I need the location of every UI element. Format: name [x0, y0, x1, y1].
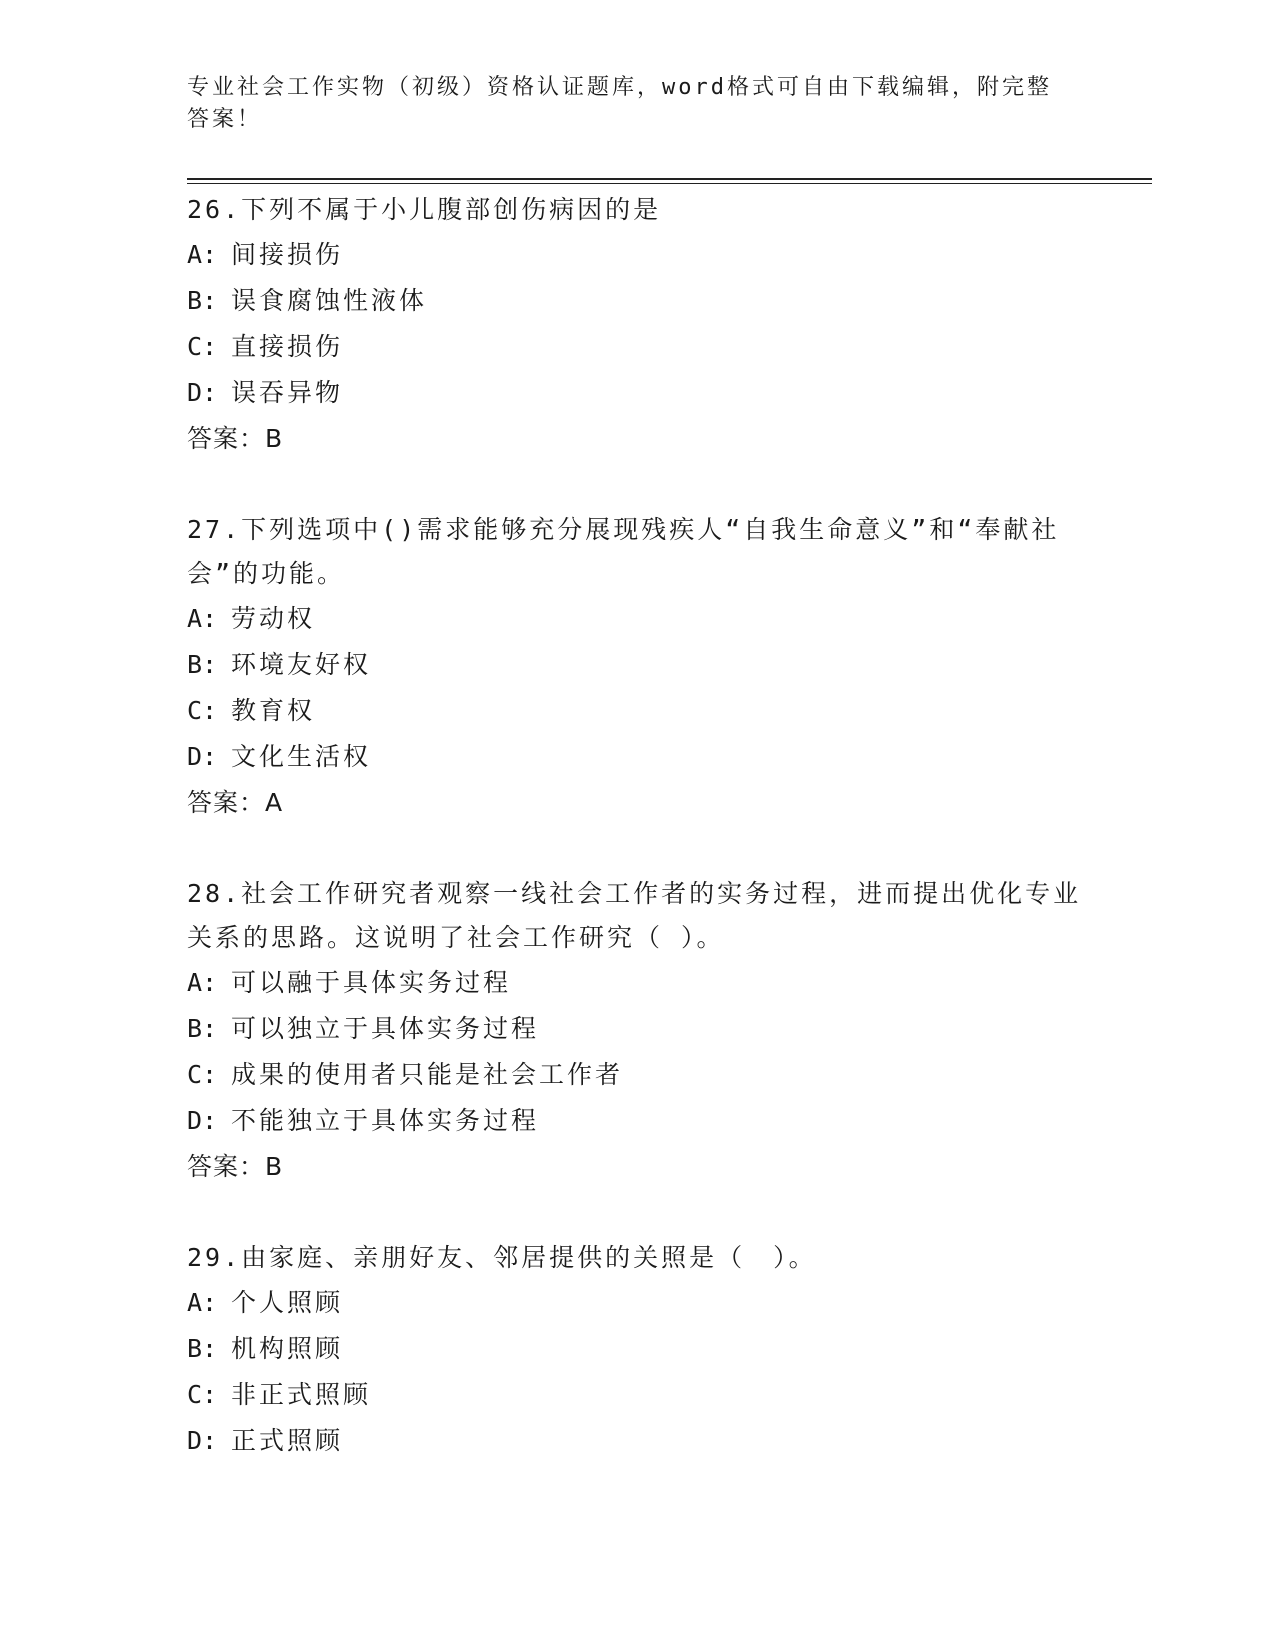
option-letter: A: — [187, 240, 218, 269]
option-text: 劳动权 — [231, 604, 316, 633]
question-28 — [187, 872, 1087, 1190]
option-a — [187, 232, 1087, 278]
question-stem: 27.下列选项中()需求能够充分展现残疾人“自我生命意义”和“奉献社会”的功能。 — [187, 515, 1060, 588]
option-b — [187, 278, 1087, 324]
question-27 — [187, 508, 1087, 826]
option-b — [187, 642, 1087, 688]
answer: 答案：A — [187, 788, 284, 817]
option-text: 可以独立于具体实务过程 — [231, 1014, 540, 1043]
option-d — [187, 1418, 1087, 1464]
option-text: 误吞异物 — [231, 378, 344, 407]
option-letter: A: — [187, 968, 218, 997]
option-text: 正式照顾 — [231, 1426, 344, 1455]
question-stem: 29.由家庭、亲朋好友、邻居提供的关照是（ ）。 — [187, 1243, 817, 1272]
option-d — [187, 370, 1087, 416]
option-letter: C: — [187, 1060, 218, 1089]
option-letter: A: — [187, 604, 218, 633]
answer: 答案：B — [187, 1152, 284, 1181]
question-stem: 26.下列不属于小儿腹部创伤病因的是 — [187, 195, 662, 224]
option-c — [187, 324, 1087, 370]
option-c — [187, 688, 1087, 734]
option-letter: C: — [187, 696, 218, 725]
option-letter: D: — [187, 378, 218, 407]
option-letter: C: — [187, 332, 218, 361]
option-text: 间接损伤 — [231, 240, 344, 269]
question-29 — [187, 1236, 1087, 1464]
option-letter: B: — [187, 1014, 218, 1043]
answer: 答案：B — [187, 424, 284, 453]
option-letter: D: — [187, 742, 218, 771]
option-text: 直接损伤 — [231, 332, 344, 361]
option-b — [187, 1006, 1087, 1052]
option-d — [187, 1098, 1087, 1144]
option-text: 可以融于具体实务过程 — [231, 968, 512, 997]
option-text: 机构照顾 — [231, 1334, 344, 1363]
question-26 — [187, 188, 1087, 462]
option-text: 成果的使用者只能是社会工作者 — [231, 1060, 624, 1089]
option-letter: B: — [187, 1334, 218, 1363]
header-divider-thick — [187, 178, 1152, 180]
question-stem: 28.社会工作研究者观察一线社会工作者的实务过程，进而提出优化专业关系的思路。这说明了社会工作研究（ ）。 — [187, 879, 1082, 952]
option-d — [187, 734, 1087, 780]
option-b — [187, 1326, 1087, 1372]
option-text: 不能独立于具体实务过程 — [231, 1106, 540, 1135]
option-letter: D: — [187, 1106, 218, 1135]
option-text: 非正式照顾 — [231, 1380, 372, 1409]
option-text: 误食腐蚀性液体 — [231, 286, 428, 315]
option-text: 教育权 — [231, 696, 316, 725]
option-letter: B: — [187, 286, 218, 315]
option-a — [187, 1280, 1087, 1326]
option-c — [187, 1052, 1087, 1098]
option-letter: A: — [187, 1288, 218, 1317]
option-text: 文化生活权 — [231, 742, 372, 771]
option-letter: D: — [187, 1426, 218, 1455]
option-text: 个人照顾 — [231, 1288, 344, 1317]
option-a — [187, 960, 1087, 1006]
option-text: 环境友好权 — [231, 650, 372, 679]
option-c — [187, 1372, 1087, 1418]
option-a — [187, 596, 1087, 642]
header-divider-thin — [187, 183, 1152, 184]
option-letter: C: — [187, 1380, 218, 1409]
document-header: 专业社会工作实物（初级）资格认证题库，word格式可自由下载编辑，附完整答案！ — [187, 75, 1052, 132]
option-letter: B: — [187, 650, 218, 679]
